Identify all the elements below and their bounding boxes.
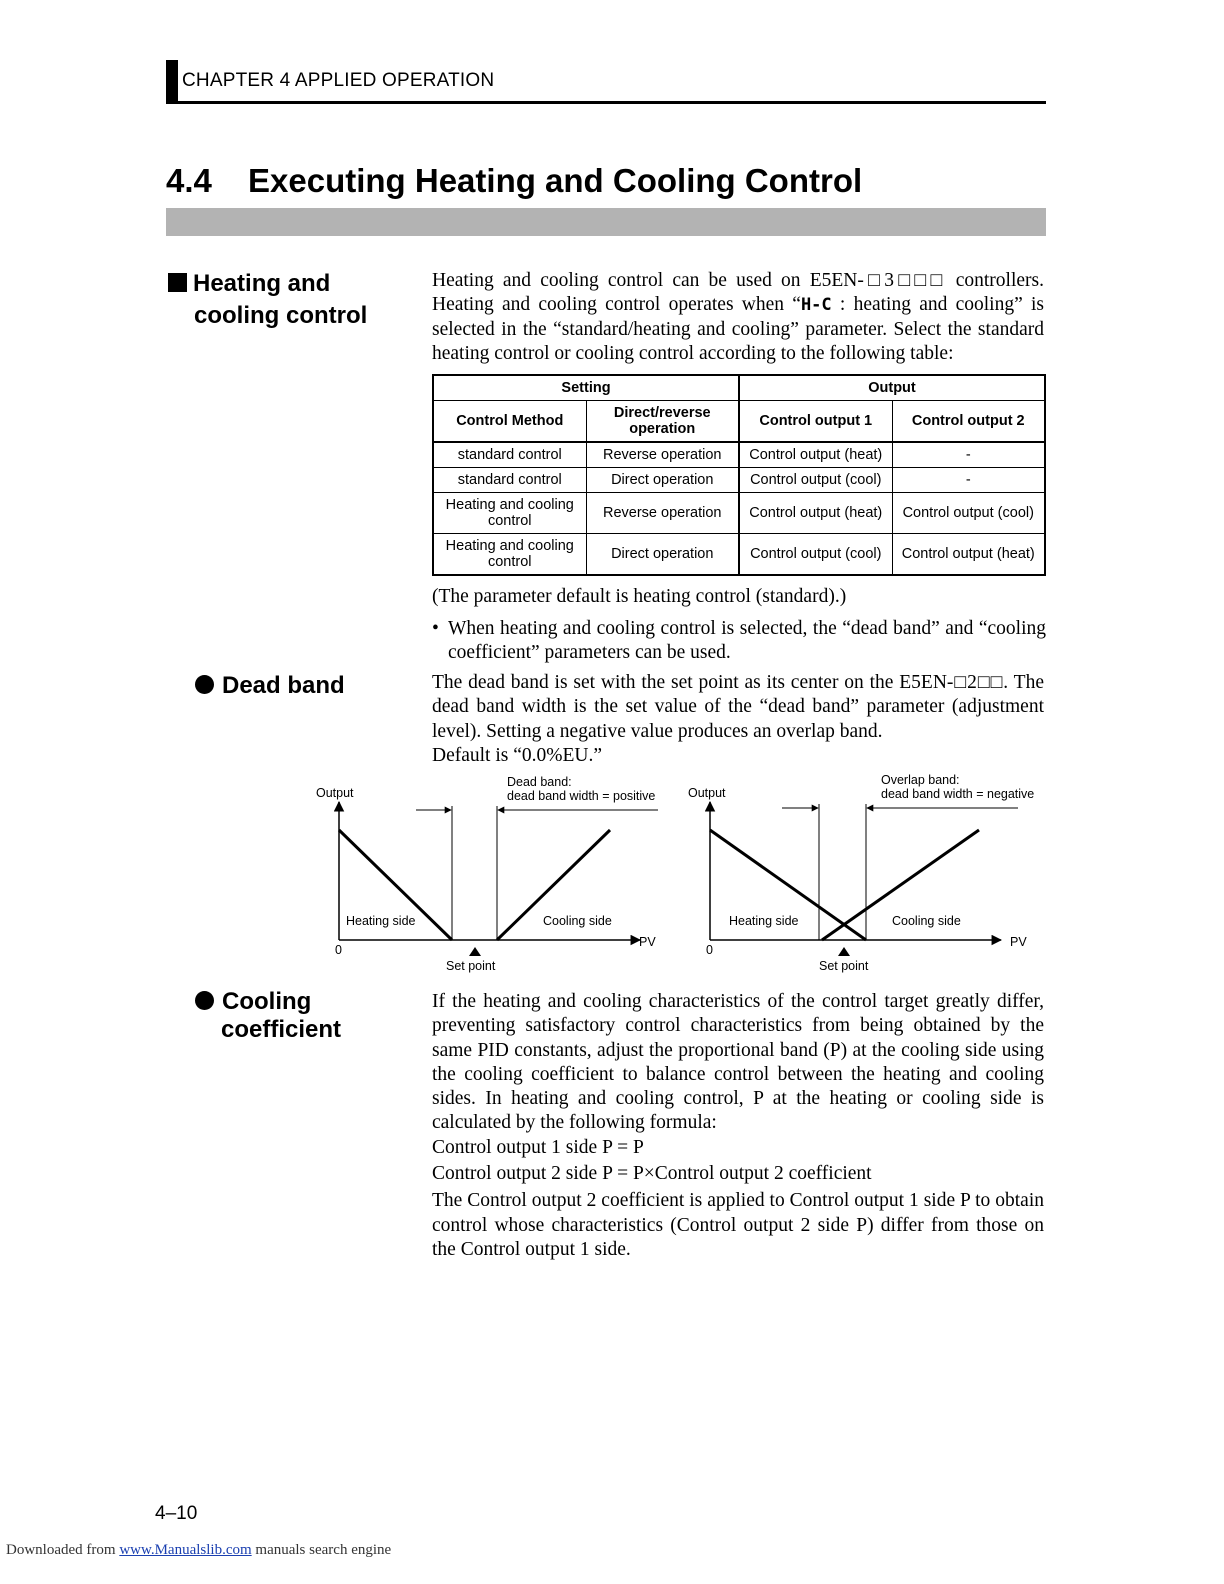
table-header: Control output 2 (892, 401, 1045, 443)
table-cell: Direct operation (586, 534, 739, 576)
bullet-dot-icon: • (432, 618, 439, 639)
display-code-hc: H-C (800, 295, 832, 316)
table-cell: Control output (heat) (739, 493, 892, 534)
cooling-side-label: Cooling side (892, 914, 961, 928)
heating-side-label: Heating side (729, 914, 799, 928)
table-group-setting: Setting (433, 375, 739, 401)
chapter-rule (166, 101, 1046, 104)
dead-band-heading: Dead band (195, 670, 345, 702)
set-point-label: Set point (819, 959, 869, 973)
heating-side-label: Heating side (346, 914, 416, 928)
formula-output-1: Control output 1 side P = P (432, 1136, 644, 1158)
control-method-table (432, 374, 1046, 576)
output-axis-label: Output (688, 786, 726, 800)
table-row (433, 468, 1045, 493)
cooling-side-label: Cooling side (543, 914, 612, 928)
heating-cooling-paragraph: Heating and cooling control can be used on E5EN-□3□□□ controllers. Heating and cooling control operates when “H-C : heating and cooling” is selected in the “standard/heating and cooling” parameter. Select the standard heating control or cooling control according to the following table: (432, 270, 1044, 364)
section-number: 4.4 (166, 162, 212, 199)
band-label-1: Dead band: (507, 775, 572, 789)
table-cell: Control output (heat) (892, 534, 1045, 576)
section-title: Executing Heating and Cooling Control (248, 162, 863, 199)
table-cell: Reverse operation (586, 493, 739, 534)
table-cell: Control output (cool) (739, 534, 892, 576)
table-header: Direct/reverse operation (586, 401, 739, 443)
table-cell: Control output (cool) (739, 468, 892, 493)
table-header: Control output 1 (739, 401, 892, 443)
chapter-title: CHAPTER 4 APPLIED OPERATION (182, 70, 495, 91)
round-bullet-icon (195, 675, 214, 694)
chapter-marker-bar (166, 60, 178, 104)
table-cell: - (892, 442, 1045, 468)
table-group-output: Output (739, 375, 1045, 401)
table-row (433, 534, 1045, 576)
round-bullet-icon (195, 991, 214, 1010)
set-point-marker-icon (469, 947, 481, 956)
table-header: Control Method (433, 401, 586, 443)
table-cell: standard control (433, 468, 586, 493)
origin-label: 0 (335, 943, 342, 957)
square-bullet-icon (168, 273, 187, 292)
heating-cooling-heading: Heating and cooling control (168, 268, 367, 332)
formula-output-2: Control output 2 side P = P×Control output 2 coefficient (432, 1163, 872, 1185)
table-cell: standard control (433, 442, 586, 468)
dead-band-paragraph: The dead band is set with the set point as its center on the E5EN-□2□□. The dead band width is the set value of the “dead band” parameter (adjustment level). Setting a negative value produces an overlap band. Default is “0.0%EU.” (432, 672, 1044, 766)
table-cell: Heating and cooling control (433, 493, 586, 534)
table-cell: Control output (heat) (739, 442, 892, 468)
overlap-band-diagram (672, 768, 1052, 978)
band-label-2: dead band width = positive (507, 789, 656, 803)
band-label-2: dead band width = negative (881, 787, 1035, 801)
parameters-bullet: • When heating and cooling control is selected, the “dead band” and “cooling coefficient” parameters can be used. (432, 618, 1046, 664)
output-axis-label: Output (316, 786, 354, 800)
table-cell: Reverse operation (586, 442, 739, 468)
pv-label: PV (639, 935, 656, 949)
download-footer: Downloaded from www.Manualslib.com manuals search engine (6, 1542, 392, 1558)
table-row (433, 493, 1045, 534)
table-cell: Control output (cool) (892, 493, 1045, 534)
table-cell: - (892, 468, 1045, 493)
cooling-coefficient-heading: Cooling coefficient (195, 988, 341, 1044)
set-point-marker-icon (838, 947, 850, 956)
page-number: 4–10 (155, 1503, 198, 1524)
table-cell: Direct operation (586, 468, 739, 493)
default-note: (The parameter default is heating control (standard).) (432, 586, 847, 607)
origin-label: 0 (706, 943, 713, 957)
dead-band-diagram (300, 768, 680, 978)
band-label-1: Overlap band: (881, 773, 960, 787)
set-point-label: Set point (446, 959, 496, 973)
pv-label: PV (1010, 935, 1027, 949)
manualslib-link[interactable]: www.Manualslib.com (119, 1542, 252, 1558)
table-row (433, 442, 1045, 468)
cooling-coefficient-paragraph: If the heating and cooling characteristics of the control target greatly differ, preventing satisfactory control characteristics from being obtained by the same PID constants, adjust the proportional band (P) at the cooling side using the cooling coefficient to balance control between the heating and cooling sides. In heating and cooling control, P at the heating or cooling side is calculated by the following formula: Control output 1 side P = P Control output 2 side P = P×Control output 2 coefficient The Control output 2 coefficient is applied to Control output 1 side P to obtain control whose characteristics (Control output 2 side P) differ from those on the Control output 1 side. (432, 991, 1044, 1260)
section-band (166, 208, 1046, 236)
table-cell: Heating and cooling control (433, 534, 586, 576)
